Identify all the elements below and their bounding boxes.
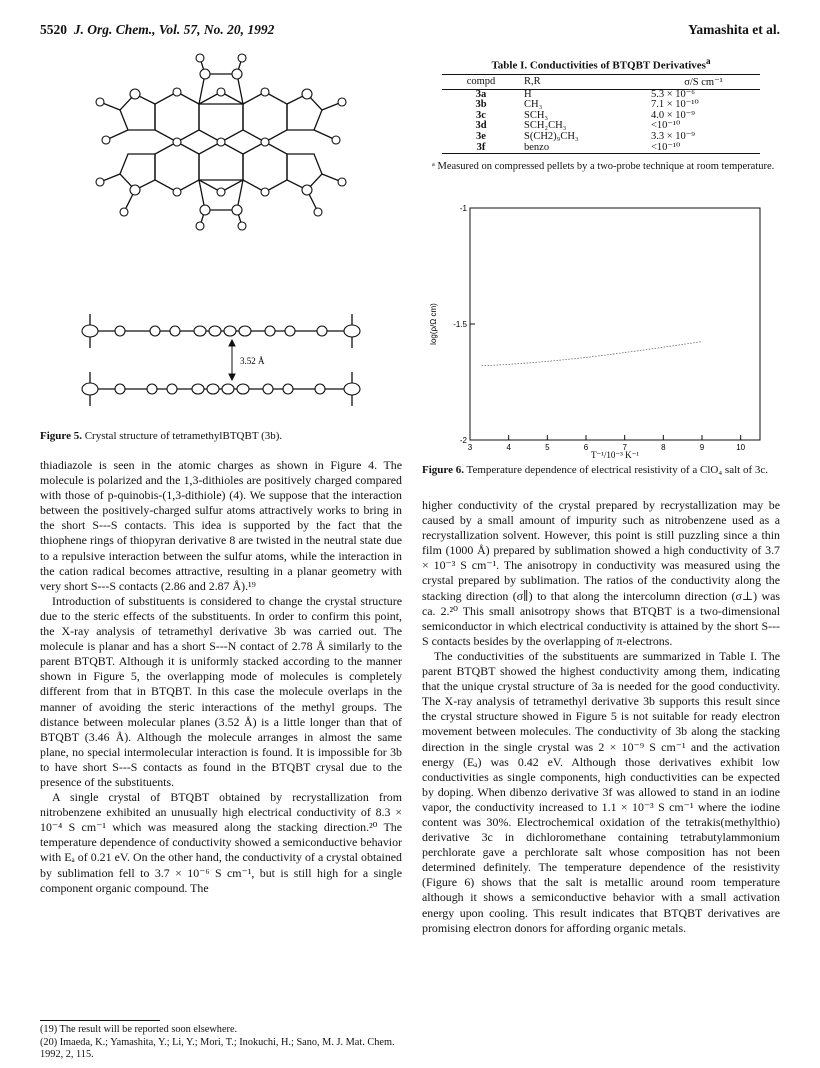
table-1-note-mark: a <box>705 56 711 66</box>
table-row <box>442 132 760 143</box>
figure-6-caption-text: Temperature dependence of electrical resistivity of a ClO₄ salt of 3c. <box>466 464 768 476</box>
footnotes <box>40 1018 402 1062</box>
cell-sigma: 5.3 × 10⁻⁶ <box>650 88 695 100</box>
cell-sigma: <10⁻¹⁰ <box>650 120 681 132</box>
x-tick-label: 7 <box>622 443 627 452</box>
resistivity-curve <box>482 342 702 366</box>
x-tick-label: 9 <box>699 443 705 452</box>
stacking-distance-arrow <box>229 340 235 380</box>
table-row <box>442 143 760 154</box>
right-column-text <box>422 498 780 936</box>
x-tick-label: 10 <box>736 443 746 452</box>
paragraph: Introduction of substituents is considered to change the crystal structure due to the steric effects of the substituents. In order to confirm this point, the X-ray analysis of tetramethyl derivative 3b was carried out. The molecule is planar and has a short S---N contact of 2.78 Å similarly to the parent BTQBT. Although it is uniformly stacked according to the manner shown in Figure 5, the overlapping mode of molecules is completely different from that in BTQBT. In this case the molecule overlaps in the manner of avoiding the steric interactions of the methyl groups. The distance between molecular planes (3.52 Å) is a little longer than that of BTQBT (3.46 Å). Although the molecule arranges in almost the same plane, no special intermolecular interaction is found. It is impossible for 3b to have short S---S contacts as found in the BTQBT crysal due to the presence of the substituents. <box>40 593 402 789</box>
table-row <box>442 111 760 122</box>
page-number: 5520 <box>40 22 67 37</box>
crystal-structure-drawing <box>40 44 402 424</box>
column-header: σ/S cm⁻¹ <box>647 74 760 89</box>
running-header <box>40 22 780 42</box>
table-1-footnote: ᵃ Measured on compressed pellets by a two-probe technique at room temperature. <box>432 161 775 173</box>
cell-sigma: 7.1 × 10⁻¹⁰ <box>650 99 699 111</box>
header-left <box>40 22 274 38</box>
x-tick-label: 3 <box>467 443 473 452</box>
conductivity-table <box>442 74 760 155</box>
column-header: compd <box>442 74 520 89</box>
x-axis-label: T⁻¹/10⁻³ K⁻¹ <box>590 450 640 460</box>
y-tick-label: -1.5 <box>453 320 467 329</box>
cell-sigma: <10⁻¹⁰ <box>647 143 760 154</box>
cell-compd: 3d <box>475 120 487 132</box>
data-series <box>482 342 702 366</box>
side-view-atoms <box>82 325 360 395</box>
cell-compd: 3b <box>475 99 487 111</box>
left-column-text <box>40 458 402 896</box>
cell-rr: S(CH2)₉CH₃ <box>524 131 579 143</box>
footnote: (19) The result will be reported soon elsewhere. <box>40 1024 238 1035</box>
cell-rr: SCH₂CH₃ <box>524 120 567 132</box>
x-tick-label: 8 <box>661 443 666 452</box>
figure-5 <box>40 44 402 424</box>
figure-6-caption <box>422 464 780 478</box>
header-authors: Yamashita et al. <box>688 22 780 37</box>
y-ticks <box>453 204 475 445</box>
figure-5-caption <box>40 430 402 444</box>
cell-rr: SCH₃ <box>524 109 549 121</box>
x-tick-label: 5 <box>545 443 550 452</box>
distance-label: 3.52 Å <box>240 356 265 366</box>
table-row <box>442 100 760 111</box>
cell-rr: H <box>524 88 532 100</box>
cell-compd: 3f <box>442 143 520 154</box>
cell-rr: CH₃ <box>524 99 543 111</box>
table-1-title <box>422 56 780 72</box>
cell-compd: 3a <box>475 88 487 100</box>
journal-citation: J. Org. Chem., Vol. 57, No. 20, 1992 <box>73 22 275 37</box>
footnote-rule <box>40 1020 160 1021</box>
paragraph: A single crystal of BTQBT obtained by recrystallization from nitrobenzene exhibited an unusually high electrical conductivity of 8.3 × 10⁻⁴ S cm⁻¹ which was measured along the stacking direction.²⁰ The temperature dependence of conductivity showed a semiconductive behavior with Eₐ of 0.21 eV. On the other hand, the conductivity of a crystal obtained by sublimation fell to 3.7 × 10⁻⁶ S cm⁻¹, but is still high for a single component organic compound. The <box>40 790 402 895</box>
y-tick-label: -1 <box>459 204 467 213</box>
cell-sigma: 3.3 × 10⁻⁹ <box>650 131 695 143</box>
x-tick-label: 4 <box>506 443 511 452</box>
plot-frame <box>470 208 760 440</box>
cell-sigma: 4.0 × 10⁻⁹ <box>650 109 695 121</box>
table-1 <box>422 56 780 173</box>
footnote: (20) Imaeda, K.; Yamashita, Y.; Li, Y.; Mori, T.; Inokuchi, H.; Sano, M. J. Mat. Chem. 1992, 2, 115. <box>40 1036 395 1060</box>
figure-6-label: Figure 6. <box>422 464 464 476</box>
cell-compd: 3e <box>476 131 486 143</box>
table-row <box>442 121 760 132</box>
cell-rr: benzo <box>520 143 647 154</box>
molecule-side-view-lower <box>90 372 352 406</box>
x-tick-label: 6 <box>583 443 589 452</box>
figure-5-label: Figure 5. <box>40 430 82 442</box>
paragraph: thiadiazole is seen in the atomic charges as shown in Figure 4. The molecule is polarized and the 1,3-dithioles are positively charged compared with those of p-quinobis-(1,3-dithiole) (4). We suppose that the interaction between the positively-charged sulfur atoms attractively works to bring in the short S---S contacts. This idea is supported by the fact that the thiophene rings of thiopyran derivative 8 are twisted in the neutral state due to a repulsive interaction between the sulfur atoms, while the interaction in the cation radical becomes attractive, resulting in a planar geometry with very short S---S contacts (2.86 and 2.87 Å).¹⁹ <box>40 458 402 593</box>
table-row <box>442 89 760 100</box>
y-axis-label: log(ρ/Ω cm) <box>429 303 438 345</box>
column-header: R,R <box>520 74 647 89</box>
y-tick-label: -2 <box>459 436 467 445</box>
paragraph: The conductivities of the substituents are summarized in Table I. The parent BTQBT showed the highest conductivity among them, indicating that the unique crystal structure of 3a is needed for the good conductivity. The X-ray analysis of tetramethyl derivative 3b supports this result since the crystal structure showed in Figure 5 is not suitable for ready electron movement between molecules. The conductivity of 3b along the stacking direction in the single crystal was 2 × 10⁻⁹ S cm⁻¹ and the activation energy (Eₐ) was 0.42 eV. Although those derivatives exhibit low conductivities as single components, high conductivities can be expected by doping. When dibenzo derivative 3f was allowed to stand in an iodine vapor, the conductivity increased to 1.1 × 10⁻³ S cm⁻¹ where the iodine content was 30%. Electrochemical oxidation of the tetrakis(methylthio) derivative 3c in dichloromethane containing tetrabutylammonium perchlorate gave a perchlorate salt whose composition has not been determined definitely. The temperature dependence of the resistivity (Figure 6) shows that the salt is metallic around room temperature although it shows a semiconductive behavior with a small activation energy upon cooling. This result indicates that BTQBT derivatives are promising electron donors for affording organic metals. <box>422 648 780 935</box>
atoms-top-view <box>96 54 346 230</box>
paragraph: higher conductivity of the crystal prepared by recrystallization may be caused by a small amount of impurity such as nitrobenzene used as a recrystallization solvent. However, this point is still puzzling since a thin film (1000 Å) prepared by sublimation showed a high conductivity of 3.7 × 10⁻³ S cm⁻¹. The anisotropy in conductivity was measured using the crystal prepared by sublimation. The ratios of the conductivity along the stacking direction (σ∥) to that along the intercolumn direction (σ⊥) was ca. 2.²⁰ This small anisotropy shows that BTQBT is a two-dimensional semiconductor in which electrical conductivity is attained by the short S---S contacts besides by the overlapping of π-electrons. <box>422 498 780 648</box>
figure-5-caption-text: Crystal structure of tetramethylBTQBT (3b). <box>84 430 283 442</box>
resistivity-chart <box>422 200 780 462</box>
cell-compd: 3c <box>476 109 486 121</box>
figure-6 <box>422 200 780 462</box>
table-1-title-text: Table I. Conductivities of BTQBT Derivatives <box>491 59 706 72</box>
